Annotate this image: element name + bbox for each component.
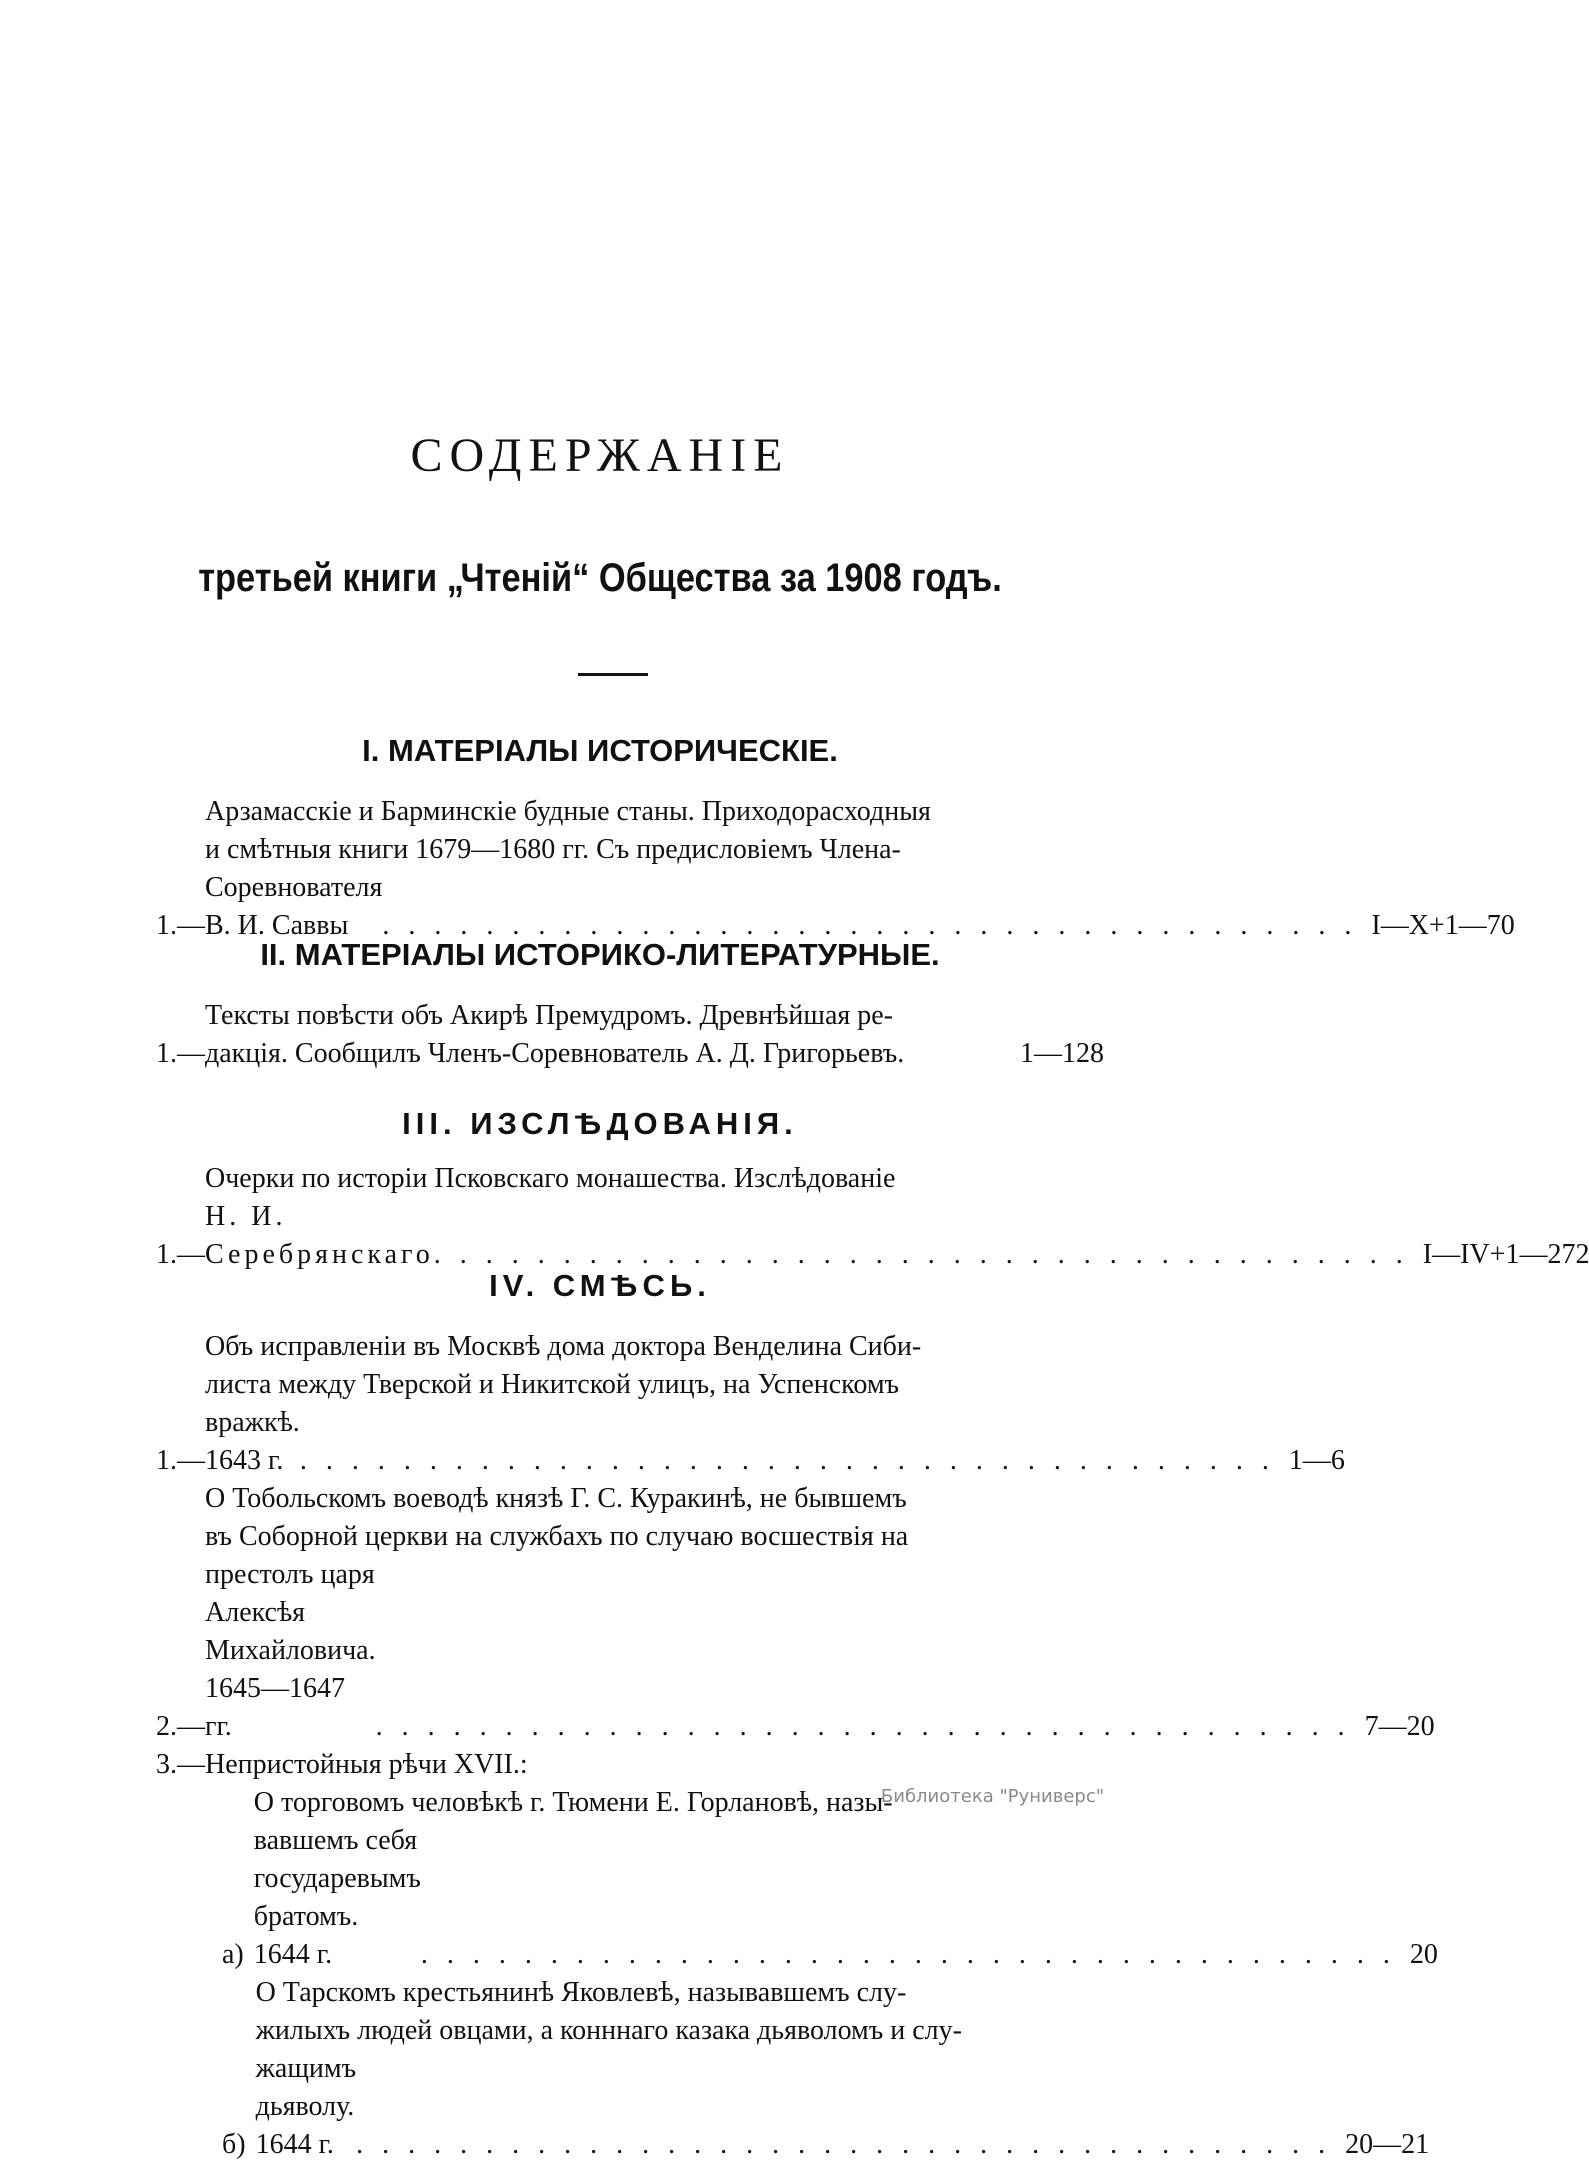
dot-leader: . . . . . . . . . . . . . . . . . . . . . . . . . . . . . . . . . . . . . . [375, 1711, 1351, 1742]
entry-line: листа между Тверской и Никитской улицъ, на Успенскомъ [205, 1369, 900, 1400]
toc-entry [156, 1160, 1589, 1274]
entry-text [205, 1160, 1589, 1274]
entry-line: Н. И. Серебрянскаго [205, 1201, 434, 1270]
entry-pages: 20—21 [1345, 2129, 1430, 2160]
entry-last-line [205, 869, 1515, 945]
section-heading-2: II. МАТЕРІАЛЫ ИСТОРИКО-ЛИТЕРАТУРНЫЕ. [260, 937, 940, 972]
toc-entry [156, 1480, 1435, 1746]
toc-subentry [156, 1974, 1430, 2164]
section-3-entries [156, 1160, 1589, 1274]
dot-leader: . . . . . . . . . . . . . . . . . . . . . . . . . . . . . . . . . . . . . . [433, 1239, 1409, 1270]
entry-pages: I—IV+1—272 [1422, 1239, 1589, 1270]
entry-number: 1.— [156, 910, 205, 941]
entry-line: Арзамасскіе и Барминскіе будные станы. Приходорасходныя [205, 796, 931, 827]
entry-line: престолъ царя Алексѣя Михайловича. 1645—1647 гг. [205, 1559, 376, 1742]
entry-line: Тексты повѣсти объ Акирѣ Премудромъ. Древнѣйшая ре- [205, 1000, 893, 1031]
entry-line: жилыхъ людей овцами, а конннаго казака дьяволомъ и слу- [255, 2015, 962, 2046]
entry-pages: 7—20 [1364, 1711, 1435, 1742]
entry-pages: 1—128 [1020, 1038, 1104, 1069]
entry-line: О торговомъ человѣкѣ г. Тюмени Е. Горлановѣ, назы- [253, 1787, 893, 1818]
dot-leader: . . . . . . . . . . . . . . . . . . . . . . . . . . . . . . . . . . . . . . [382, 910, 1358, 941]
entry-line: Очерки по исторіи Псковскаго монашества. Изслѣдованіе [205, 1163, 896, 1194]
section-2-entries [156, 997, 1104, 1073]
library-watermark: Библиотека "Руниверс" [880, 1786, 1104, 1807]
entry-line: Объ исправленіи въ Москвѣ дома доктора Венделина Сиби- [205, 1331, 922, 1362]
section-heading-3: III. ИЗСЛѢДОВАНІЯ. [402, 1106, 798, 1141]
entry-line: вавшемъ себя государевымъ братомъ. 1644 г. [253, 1825, 421, 1970]
entry-text [205, 1746, 1104, 1784]
entry-line: и смѣтныя книги 1679—1680 гг. Съ предисловіемъ Члена- [205, 834, 901, 865]
entry-last-line [205, 1035, 1104, 1073]
section-4-entries [156, 1328, 1438, 2164]
toc-entry [156, 997, 1104, 1073]
entry-pages: 1—6 [1288, 1445, 1345, 1476]
entry-text [205, 793, 1515, 945]
toc-subentry [156, 1784, 1438, 1974]
dot-leader: . . . . . . . . . . . . . . . . . . . . . . . . . . . . . . . . . . . . . . [356, 2129, 1332, 2160]
entry-number: 1.— [156, 1239, 205, 1270]
section-1-entries [156, 793, 1515, 945]
dot-leader: . . . . . . . . . . . . . . . . . . . . . . . . . . . . . . . . . . . . . . [420, 1939, 1396, 1970]
section-heading-1: I. МАТЕРІАЛЫ ИСТОРИЧЕСКІЕ. [362, 733, 838, 768]
entry-number: 2.— [156, 1711, 205, 1742]
toc-entry [156, 1328, 1345, 1480]
toc-entry [156, 793, 1515, 945]
entry-pages: I—X+1—70 [1371, 910, 1515, 941]
page-title: СОДЕРЖАНІЕ [410, 429, 790, 482]
entry-pages: 20 [1409, 1939, 1438, 1970]
section-heading-4: IV. СМѢСЬ. [489, 1268, 711, 1303]
entry-last-line [253, 1822, 1438, 1974]
entry-text [255, 1974, 1430, 2164]
entry-last-line [255, 2050, 1430, 2164]
entry-line: Непристойныя рѣчи XVII.: [205, 1749, 528, 1780]
entry-line: О Тобольскомъ воеводѣ князѣ Г. С. Куракинѣ, не бывшемъ [205, 1483, 907, 1514]
entry-number: а) [222, 1939, 244, 1970]
entry-line: въ Соборной церкви на службахъ по случаю восшествія на [205, 1521, 909, 1552]
title-divider [578, 673, 648, 676]
entry-line: вражкѣ. 1643 г. [205, 1407, 300, 1476]
entry-last-line [205, 1198, 1589, 1274]
entry-line: дакція. Сообщилъ Членъ-Соревнователь А. Д. Григорьевъ. [205, 1038, 905, 1069]
entry-text [205, 1480, 1435, 1746]
entry-text [205, 1328, 1345, 1480]
entry-line: О Тарскомъ крестьянинѣ Яковлевѣ, называвшемъ слу- [255, 1977, 907, 2008]
entry-line: жащимъ дьяволу. 1644 г. [255, 2053, 357, 2160]
entry-last-line [205, 1404, 1345, 1480]
page-subtitle: третьей книги „Чтеній“ Общества за 1908 годъ. [198, 556, 1002, 600]
entry-last-line [205, 1556, 1435, 1746]
entry-number: 3.— [156, 1749, 205, 1780]
entry-number: б) [222, 2129, 246, 2160]
entry-number: 1.— [156, 1445, 205, 1476]
toc-entry [156, 1746, 1104, 1784]
entry-text [205, 997, 1104, 1073]
entry-line: Соревнователя В. И. Саввы [205, 872, 383, 941]
entry-text [253, 1784, 1438, 1974]
entry-number: 1.— [156, 1038, 205, 1069]
dot-leader: . . . . . . . . . . . . . . . . . . . . . . . . . . . . . . . . . . . . . . [299, 1445, 1275, 1476]
